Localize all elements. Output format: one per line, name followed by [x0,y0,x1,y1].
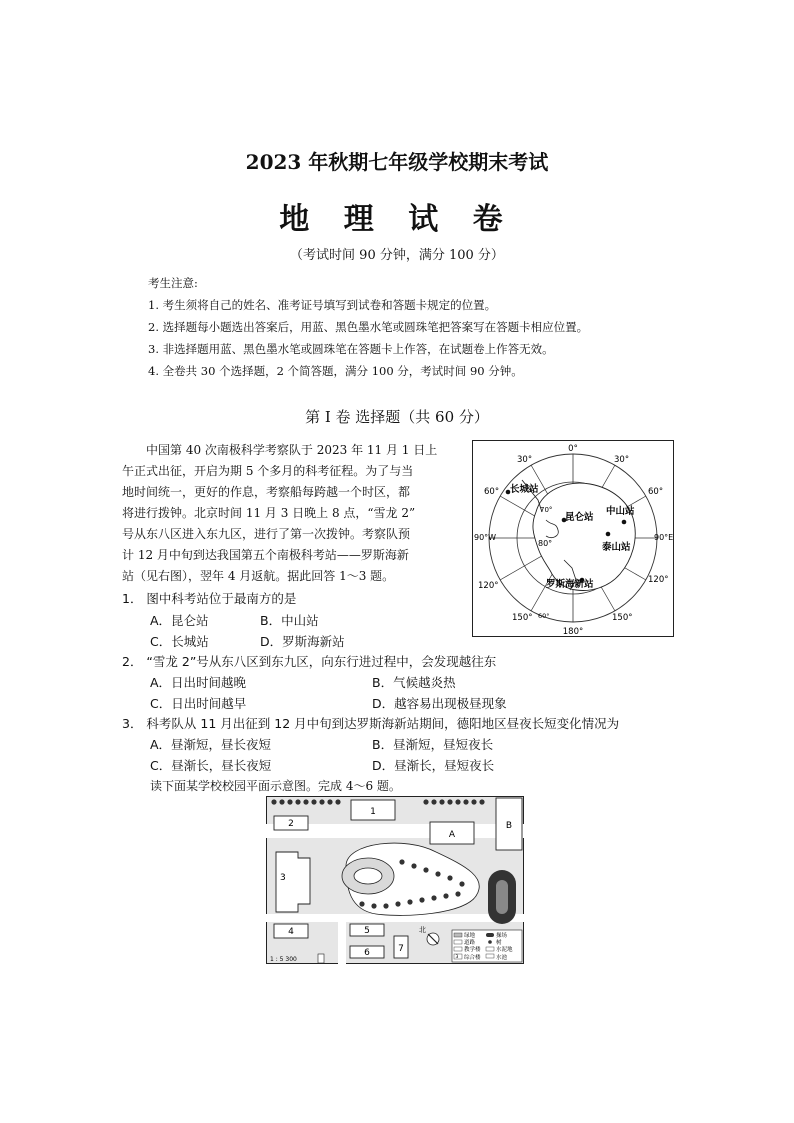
label-lat-80: 80° [538,539,553,548]
q1-option-b: B．中山站 [260,613,319,628]
question-2: 2． “雪龙 2”号从东八区到东九区，向东行进过程中，会发现越往东 [122,654,497,669]
label-6: 6 [364,948,370,958]
label-b: B [505,821,513,831]
station-kunlun: 昆仑站 [565,512,594,523]
label-120w: 120° [478,581,499,591]
label-120e: 120° [648,575,669,585]
note-item: 1. 考生须将自己的姓名、准考证号填写到试卷和答题卡规定的位置。 [148,298,497,312]
station-changcheng: 长城站 [510,484,539,495]
station-taishan: 泰山站 [602,542,631,553]
question-3: 3． 科考队从 11 月出征到 12 月中旬到达罗斯海新站期间，德阳地区昼夜长短变化情况为 [122,716,620,731]
q3-option-b: B．昼渐短，昼短夜长 [372,737,494,752]
note-item: 3. 非选择题用蓝、黑色墨水笔或圆珠笔在答题卡上作答，在试题卷上作答无效。 [148,342,554,356]
passage-line: 计 12 月中旬到达我国第五个南极科考站——罗斯海新 [122,548,409,562]
label-180: 180° [562,627,584,637]
passage-line: 中国第 40 次南极科学考察队于 2023 年 11 月 1 日上 [146,443,438,457]
passage-line: 将进行拨钟。北京时间 11 月 3 日晚上 8 点，“雪龙 2” [122,506,416,520]
legend-building-number: 3 [455,955,459,960]
notes-block [148,272,588,382]
pond [354,868,382,884]
subject-title: 地 理 试 卷 [279,202,515,237]
station-luosihai: 罗斯海新站 [546,579,594,590]
label-lat-70: 70° [540,506,553,514]
passage [122,440,466,587]
label-60e: 60° [648,487,664,497]
note-item: 4. 全卷共 30 个选择题，2 个简答题，满分 100 分，考试时间 90 分钟。 [148,364,523,378]
label-2: 2 [288,819,294,829]
label-north: 北 [419,926,426,934]
legend-complex: 综合楼 [464,955,481,961]
station-dot [622,520,627,525]
q1-option-d: D．罗斯海新站 [260,634,345,649]
passage-line: 号从东八区进入东九区，进行了第一次拨钟。考察队预 [122,527,411,541]
q3-option-a: A．昼渐短，昼长夜短 [150,737,272,752]
label-150e: 150° [612,613,633,623]
passage-line: 站（见右图），翌年 4 月返航。据此回答 1～3 题。 [122,569,395,583]
label-30e: 30° [614,455,630,465]
station-zhongshan: 中山站 [606,506,635,517]
legend-road: 道路 [464,940,476,946]
label-60w: 60° [484,487,500,497]
q2-option-a: A．日出时间越晚 [150,675,247,690]
q1-option-a: A．昆仑站 [150,613,209,628]
label-150w: 150° [512,613,533,623]
notes-heading: 考生注意: [148,276,198,290]
q2-option-b: B．气候越炎热 [372,675,456,690]
map-intro: 读下面某学校校园平面示意图。完成 4～6 题。 [150,779,401,793]
legend-field: 操场 [496,933,508,939]
legend-pool: 水池 [496,955,508,961]
label-30w: 30° [517,455,533,465]
label-7: 7 [398,944,404,954]
label-5: 5 [364,926,370,936]
label-90e: 90°E [654,533,674,542]
exam-title: 2023 年秋期七年级学校期末考试 [245,150,549,174]
note-item: 2. 选择题每小题选出答案后，用蓝、黑色墨水笔或圆珠笔把答案写在答题卡相应位置。 [148,320,589,334]
legend-tree: 树 [496,940,502,946]
passage-line: 午正式出征，开启为期 5 个多月的科考征程。为了与当 [122,464,414,478]
label-3: 3 [280,873,286,883]
label-90w: 90°W [474,533,497,542]
label-4: 4 [288,927,294,937]
campus-map [266,796,524,964]
antarctica-polar-map [472,440,674,637]
label-lat-60: 60° [538,612,550,620]
legend-teaching: 教学楼 [464,947,481,953]
label-0: 0° [568,444,578,454]
q3-option-c: C．昼渐长，昼长夜短 [150,758,272,773]
scale-label: 1 : 5 300 [270,956,297,963]
exam-info: （考试时间 90 分钟，满分 100 分） [290,248,504,263]
section-title: 第 I 卷 选择题（共 60 分） [305,408,489,426]
legend-green: 绿地 [464,933,476,939]
q3-option-d: D．昼渐长，昼短夜长 [372,758,495,773]
q2-option-c: C．日出时间越早 [150,696,247,711]
q1-option-c: C．长城站 [150,634,209,649]
q2-option-d: D．越容易出现极昼现象 [372,696,507,711]
label-1: 1 [370,807,376,817]
legend-cement: 水泥地 [496,947,513,953]
station-dot [606,532,611,537]
passage-line: 地时间统一，更好的作息，考察船每跨越一个时区，都 [122,485,411,499]
label-a: A [448,830,456,840]
question-1: 1． 图中科考站位于最南方的是 [122,591,297,606]
